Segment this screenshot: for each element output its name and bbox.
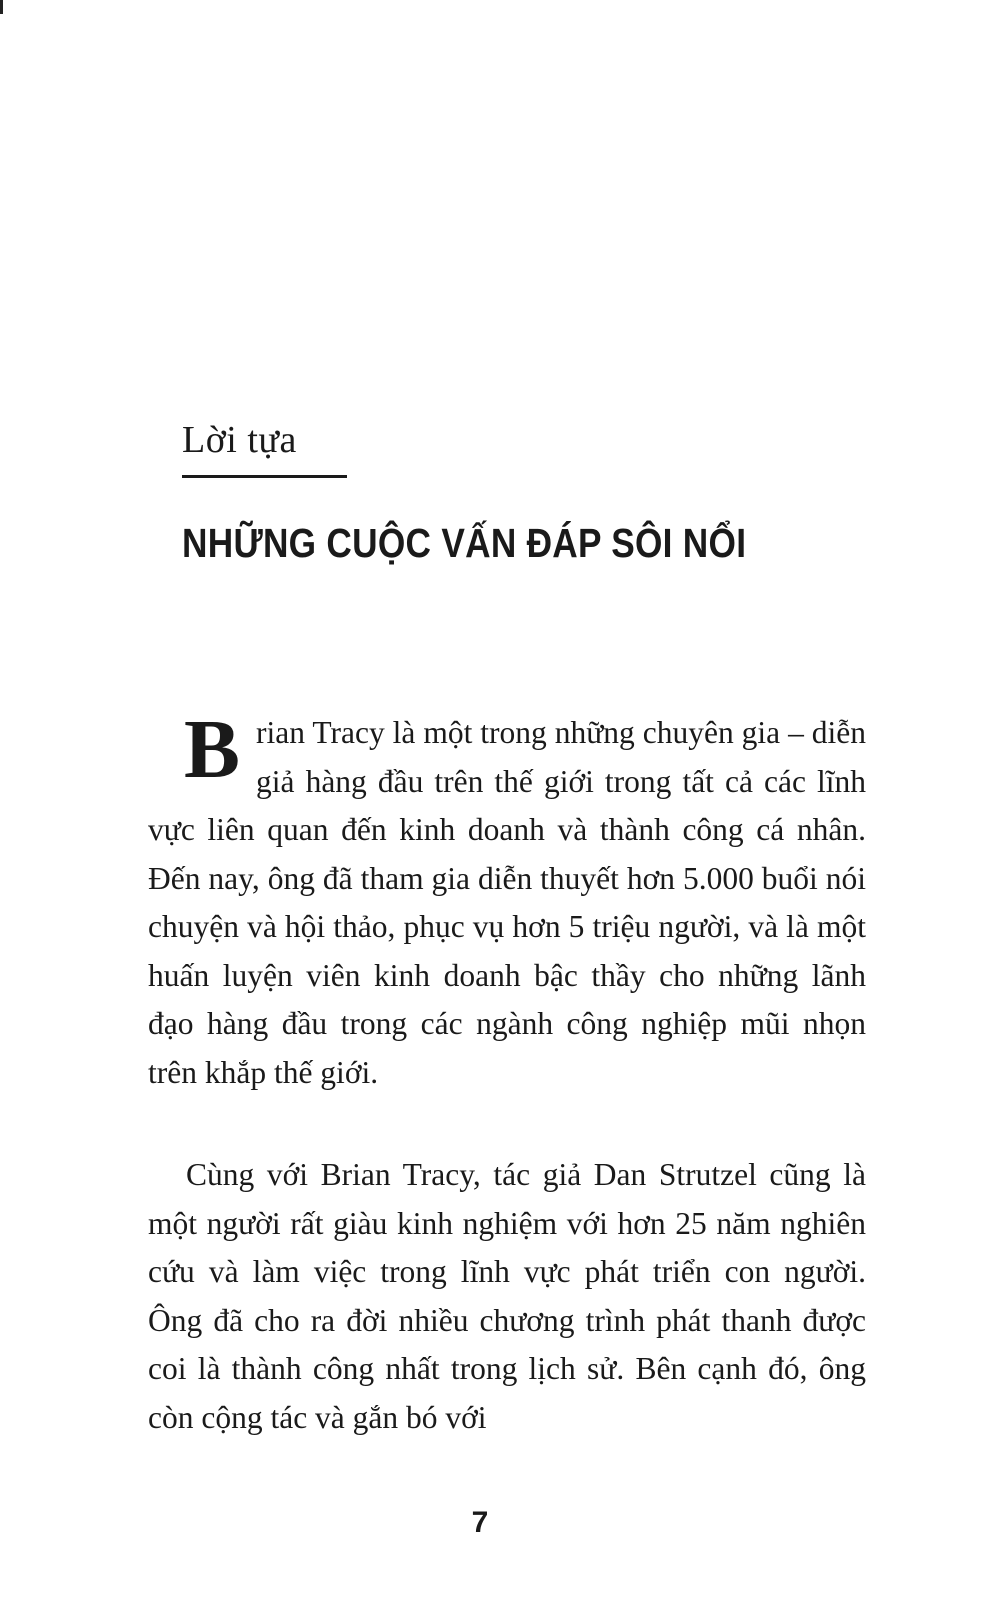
- section-underline: [182, 475, 347, 478]
- section-label: Lời tựa: [182, 419, 297, 461]
- page-number: 7: [471, 1506, 489, 1539]
- chapter-title: NHỮNG CUỘC VẤN ĐÁP SÔI NỔI: [182, 520, 747, 566]
- paragraph-1-text: rian Tracy là một trong những chuyên gia – diễn giả hàng đầu trên thế giới trong tất cả các lĩnh vực liên quan đến kinh doanh và thành công cá nhân. Đến nay, ông đã tham gia diễn thuyết hơn 5.000 buổi nói chuyện và hội thảo, phục vụ hơn 5 triệu người, và là một huấn luyện viên kinh doanh bậc thầy cho những lãnh đạo hàng đầu trong các ngành công nghiệp mũi nhọn trên khắp thế giới.: [148, 715, 866, 1090]
- page-edge-mark: [0, 0, 3, 14]
- drop-cap: B: [184, 703, 241, 796]
- paragraph-2: Cùng với Brian Tracy, tác giả Dan Strutzel cũng là một người rất giàu kinh nghiệm với hơn 25 năm nghiên cứu và làm việc trong lĩnh vực phát triển con người. Ông đã cho ra đời nhiều chương trình phát thanh được coi là thành công nhất trong lịch sử. Bên cạnh đó, ông còn cộng tác và gắn bó với: [148, 1157, 866, 1435]
- paragraph-1: [148, 703, 866, 1097]
